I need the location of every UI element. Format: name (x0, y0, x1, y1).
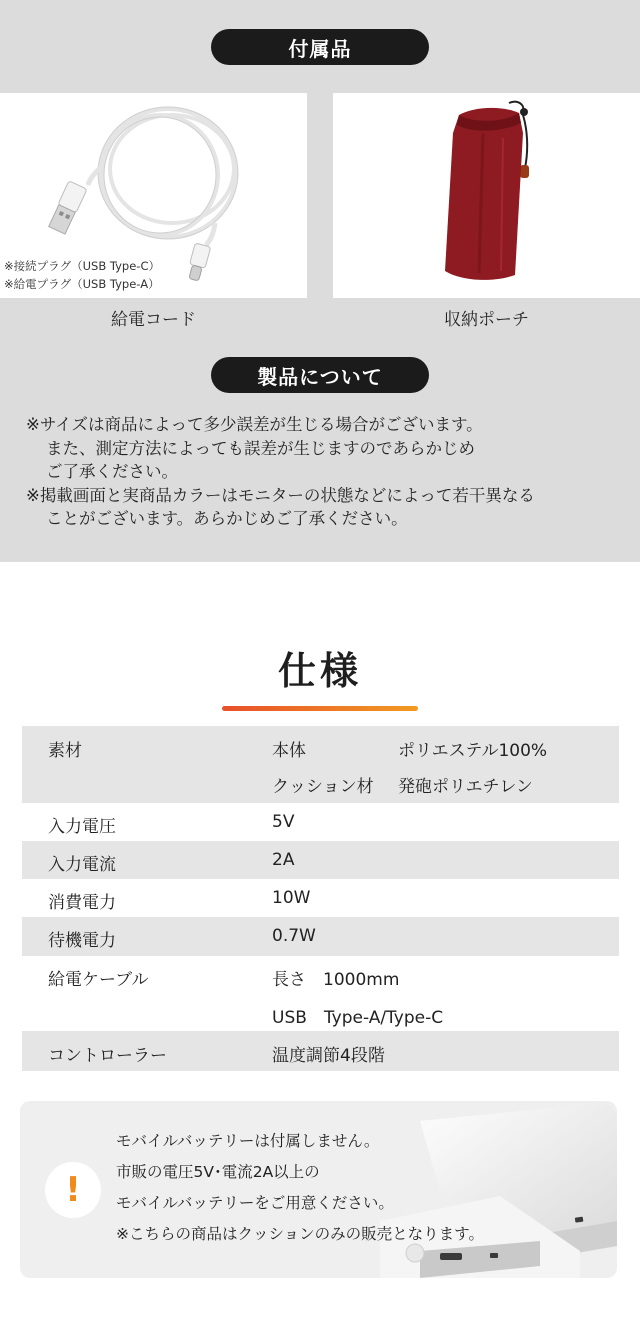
spec-row-input-current (22, 841, 619, 879)
spec-label: 素材 (48, 741, 82, 761)
spec-value: 2A (272, 850, 295, 870)
cable-note-type-a: ※給電プラグ（USB Type-A） (4, 277, 160, 291)
spec-value: USB Type-A/Type-C (272, 1008, 444, 1028)
notice-line-1: モバイルバッテリーは付属しません。 (116, 1132, 380, 1150)
cable-caption: 給電コード (111, 310, 196, 330)
notice-line-4: ※こちらの商品はクッションのみの販売となります。 (116, 1225, 484, 1243)
specs-table (22, 726, 619, 1071)
about-line-2: また、測定方法によっても誤差が生じますのであらかじめ (46, 438, 475, 458)
about-title-pill (211, 357, 429, 393)
spec-label: 消費電力 (48, 893, 116, 913)
spec-row-power-cable (22, 956, 619, 1031)
notice-line-3: モバイルバッテリーをご用意ください。 (116, 1194, 394, 1212)
spec-row-input-voltage (22, 803, 619, 841)
about-line-5: ことがございます。あらかじめご了承ください。 (46, 509, 408, 529)
cable-plug-notes (4, 257, 160, 293)
storage-pouch-image (333, 93, 640, 298)
about-line-4: ※掲載画面と実商品カラーはモニターの状態などによって若干異なる (26, 485, 535, 505)
spec-value: 0.7W (272, 926, 316, 946)
notice-line-2: 市販の電圧5V･電流2A以上の (116, 1163, 320, 1181)
spec-row-standby-power (22, 917, 619, 956)
about-line-3: ご了承ください。 (46, 462, 178, 482)
about-disclaimer (26, 413, 626, 531)
spec-label: 給電ケーブル (48, 970, 149, 990)
spec-row-controller (22, 1031, 619, 1071)
spec-label: 待機電力 (48, 931, 116, 951)
accessories-title-pill (211, 29, 429, 65)
spec-value: 温度調節4段階 (272, 1046, 385, 1066)
exclamation-icon: ! (45, 1162, 101, 1218)
spec-value: 発砲ポリエチレン (398, 777, 533, 797)
accessories-title: 付属品 (288, 36, 352, 61)
specs-title: 仕様 (277, 649, 362, 693)
spec-value: 本体 (272, 741, 306, 761)
about-line-1: ※サイズは商品によって多少誤差が生じる場合がございます。 (26, 415, 483, 434)
spec-label: 入力電圧 (48, 817, 116, 837)
battery-notice-box (20, 1101, 617, 1278)
spec-row-power-consumption (22, 879, 619, 917)
spec-value: 長さ 1000mm (272, 970, 400, 990)
about-title: 製品について (257, 364, 383, 389)
pouch-image-panel (333, 93, 640, 298)
cable-note-type-c: ※接続プラグ（USB Type-C） (4, 259, 160, 273)
spec-label: コントローラー (48, 1046, 167, 1066)
battery-notice-text (116, 1126, 484, 1250)
pouch-caption: 収納ポーチ (444, 310, 529, 330)
spec-label: 入力電流 (48, 855, 116, 875)
spec-value: 5V (272, 812, 295, 832)
cable-image-panel (0, 93, 307, 298)
spec-value: ポリエステル100% (398, 741, 548, 761)
spec-value: 10W (272, 888, 311, 908)
spec-value: クッション材 (272, 777, 374, 797)
spec-row-material (22, 726, 619, 803)
specs-title-underline (222, 706, 418, 711)
